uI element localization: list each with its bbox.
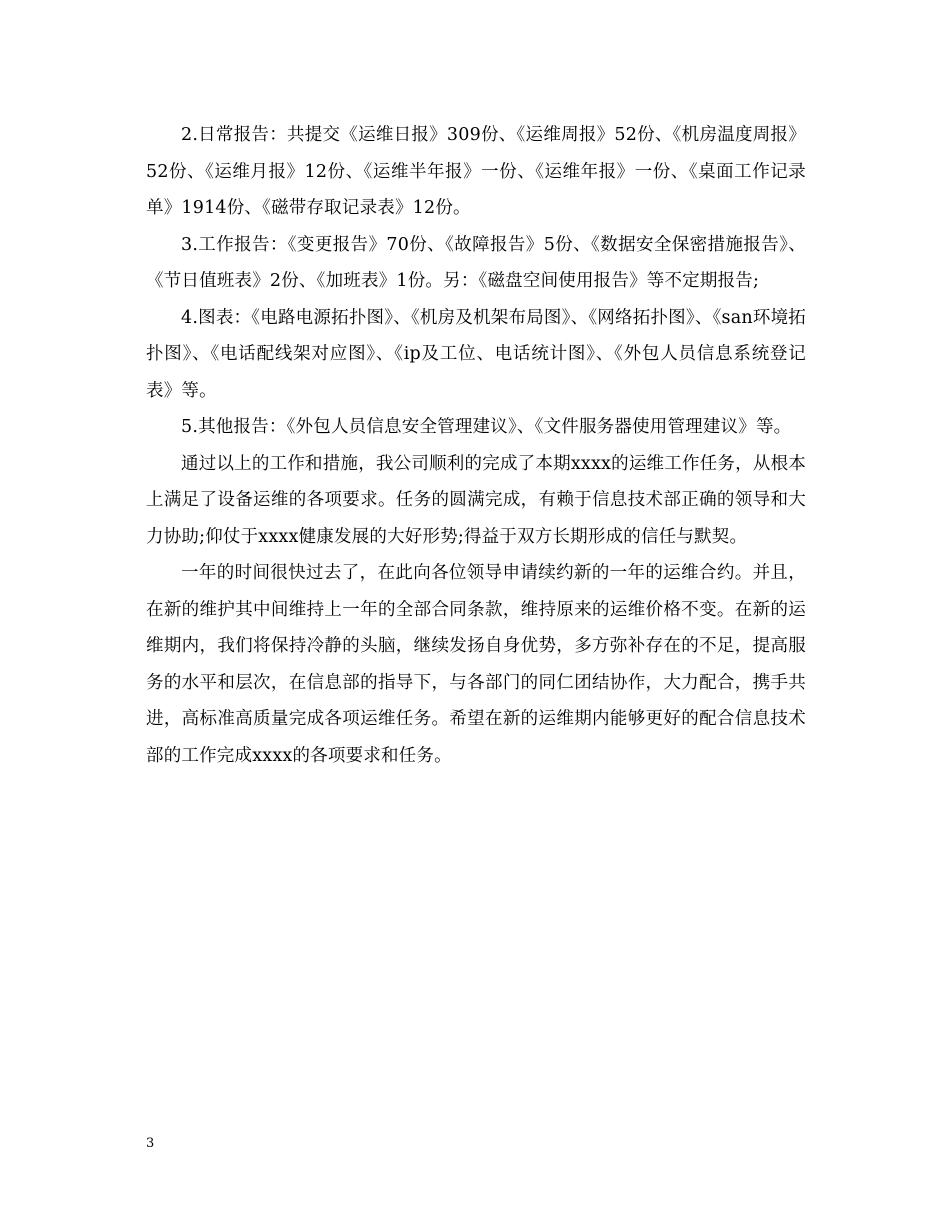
paragraph-daily-reports: 2.日常报告：共提交《运维日报》309份、《运维周报》52份、《机房温度周报》52份、《运维月报》12份、《运维半年报》一份、《运维年报》一份、《桌面工作记录单》1914份、《磁带存取记录表》12份。 [146,125,806,218]
paragraph-charts: 4.图表：《电路电源拓扑图》、《机房及机架布局图》、《网络拓扑图》、《san环境拓扑图》、《电话配线架对应图》、《ip及工位、电话统计图》、《外包人员信息系统登记表》等。 [146,307,806,401]
paragraph-summary: 通过以上的工作和措施，我公司顺利的完成了本期xxxx的运维工作任务，从根本上满足了设备运维的各项要求。任务的圆满完成，有赖于信息技术部正确的领导和大力协助;仰仗于xxxx健康发展的大好形势;得益于双方长期形成的信任与默契。 [146,453,806,547]
paragraph-other-reports: 5.其他报告：《外包人员信息安全管理建议》、《文件服务器使用管理建议》等。 [181,417,792,437]
paragraph-work-reports: 3.工作报告：《变更报告》70份、《故障报告》5份、《数据安全保密措施报告》、《节日值班表》2份、《加班表》1份。另：《磁盘空间使用报告》等不定期报告; [146,234,806,291]
document-body [146,117,806,774]
paragraph-renewal: 一年的时间很快过去了，在此向各位领导申请续约新的一年的运维合约。并且，在新的维护其中间维持上一年的全部合同条款，维持原来的运维价格不变。在新的运维期内，我们将保持冷静的头脑，继续发扬自身优势，多方弥补存在的不足，提高服务的水平和层次，在信息部的指导下，与各部门的同仁团结协作，大力配合，携手共进，高标准高质量完成各项运维任务。希望在新的运维期内能够更好的配合信息技术部的工作完成xxxx的各项要求和任务。 [146,563,806,766]
page-number: 3 [146,1136,155,1151]
